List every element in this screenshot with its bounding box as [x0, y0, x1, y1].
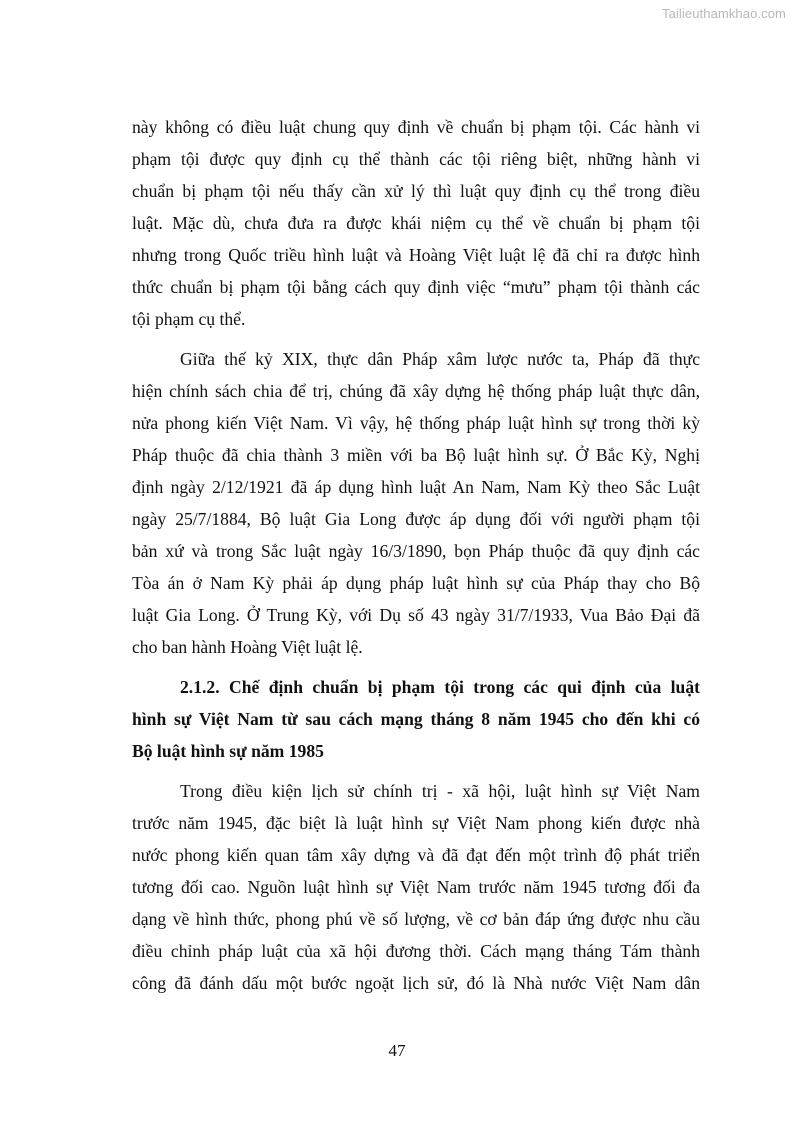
- text-line: nhưng trong Quốc triều hình luật và Hoàng Việt luật lệ đã chỉ ra được hình: [132, 245, 700, 265]
- paragraph-3: [132, 775, 700, 999]
- text-line: Pháp thuộc đã chia thành 3 miền với ba Bộ luật hình sự. Ở Bắc Kỳ, Nghị: [132, 445, 700, 465]
- text-line: thức chuẩn bị phạm tội bằng cách quy định việc “mưu” phạm tội thành các: [132, 277, 700, 297]
- heading-line: Bộ luật hình sự năm 1985: [132, 741, 324, 761]
- page-number: 47: [388, 1041, 406, 1060]
- text-line: Giữa thế kỷ XIX, thực dân Pháp xâm lược nước ta, Pháp đã thực: [180, 349, 700, 369]
- text-line: tương đối cao. Nguồn luật hình sự Việt Nam trước năm 1945 tương đối đa: [132, 877, 700, 897]
- heading-line: hình sự Việt Nam từ sau cách mạng tháng 8 năm 1945 cho đến khi có: [132, 709, 700, 729]
- text-line: Trong điều kiện lịch sử chính trị - xã hội, luật hình sự Việt Nam: [180, 781, 700, 801]
- text-line: trước năm 1945, đặc biệt là luật hình sự Việt Nam phong kiến được nhà: [132, 813, 700, 833]
- text-line: bản xứ và trong Sắc luật ngày 16/3/1890, bọn Pháp thuộc đã quy định các: [132, 541, 700, 561]
- section-heading: [132, 671, 700, 767]
- text-line: công đã đánh dấu một bước ngoặt lịch sử, đó là Nhà nước Việt Nam dân: [132, 973, 700, 993]
- text-line: nước phong kiến quan tâm xây dựng và đã đạt đến một trình độ phát triển: [132, 845, 700, 865]
- text-line: luật Gia Long. Ở Trung Kỳ, với Dụ số 43 ngày 31/7/1933, Vua Bảo Đại đã: [132, 605, 700, 625]
- text-line: chuẩn bị phạm tội nếu thấy cần xử lý thì luật quy định cụ thể trong điều: [132, 181, 700, 201]
- text-line: điều chỉnh pháp luật của xã hội đương thời. Cách mạng tháng Tám thành: [132, 941, 700, 961]
- text-line: nửa phong kiến Việt Nam. Vì vậy, hệ thống pháp luật hình sự trong thời kỳ: [132, 413, 700, 433]
- paragraph-2: [132, 343, 700, 663]
- text-line: phạm tội được quy định cụ thể thành các tội riêng biệt, những hành vi: [132, 149, 700, 169]
- heading-line: 2.1.2. Chế định chuẩn bị phạm tội trong các qui định của luật: [180, 677, 700, 697]
- text-line: ngày 25/7/1884, Bộ luật Gia Long được áp dụng đối với người phạm tội: [132, 509, 700, 529]
- paragraph-1: [132, 111, 700, 335]
- page-body: [132, 111, 700, 999]
- text-line: cho ban hành Hoàng Việt luật lệ.: [132, 637, 363, 657]
- watermark: Tailieuthamkhao.com: [661, 6, 786, 21]
- text-line: Tòa án ở Nam Kỳ phải áp dụng pháp luật hình sự của Pháp thay cho Bộ: [132, 573, 700, 593]
- text-line: dạng về hình thức, phong phú về số lượng, về cơ bản đáp ứng được nhu cầu: [132, 909, 700, 929]
- text-line: định ngày 2/12/1921 đã áp dụng hình luật An Nam, Nam Kỳ theo Sắc Luật: [132, 477, 700, 497]
- text-line: tội phạm cụ thể.: [132, 309, 246, 329]
- text-line: hiện chính sách chia để trị, chúng đã xây dựng hệ thống pháp luật thực dân,: [132, 381, 700, 401]
- text-line: này không có điều luật chung quy định về chuẩn bị phạm tội. Các hành vi: [132, 117, 700, 137]
- text-line: luật. Mặc dù, chưa đưa ra được khái niệm cụ thể về chuẩn bị phạm tội: [132, 213, 700, 233]
